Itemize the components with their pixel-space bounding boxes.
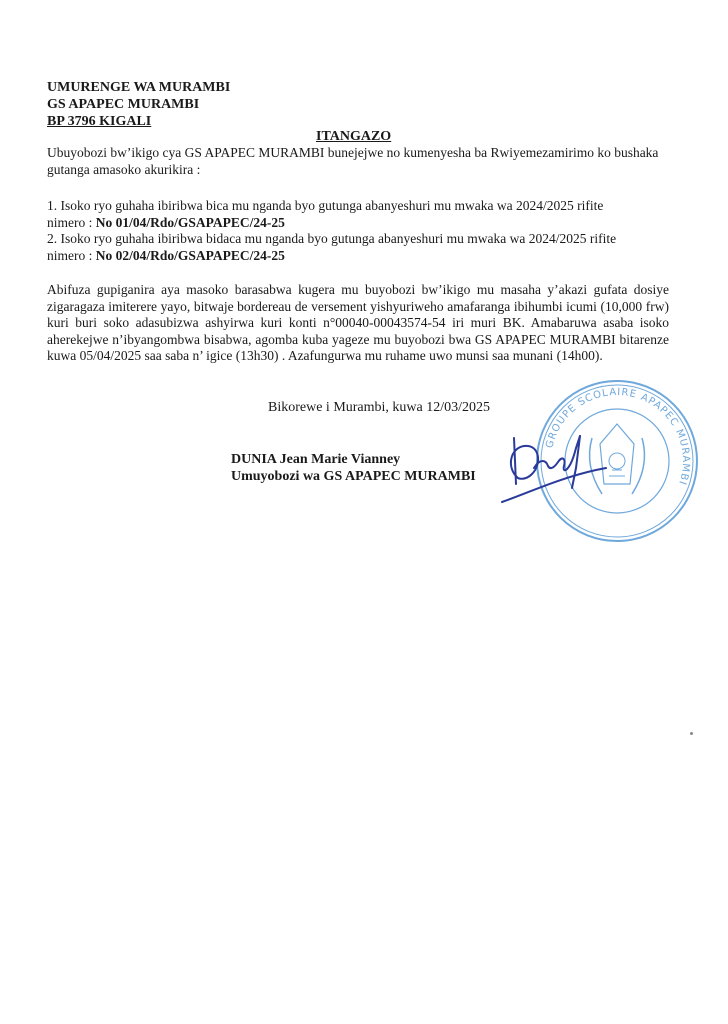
- letterhead-line-sector: UMURENGE WA MURAMBI: [47, 80, 231, 95]
- tender-item-ref-line: [47, 215, 669, 232]
- tender-item: [47, 198, 669, 231]
- signer-name: DUNIA Jean Marie Vianney: [231, 452, 401, 467]
- letterhead-line-school: GS APAPEC MURAMBI: [47, 97, 200, 112]
- intro-paragraph: Ubuyobozi bw’ikigo cya GS APAPEC MURAMBI bunejejwe no kumenyesha ba Rwiyemezamirimo ko bushaka gutanga amasoko akurikira :: [47, 145, 659, 177]
- signature-block: [231, 451, 476, 485]
- handwritten-signature: [500, 418, 610, 508]
- tender-item-label: nimero :: [47, 214, 96, 230]
- document-title: ITANGAZO: [316, 129, 392, 144]
- tender-item-text: 1. Isoko ryo guhaha ibiribwa bica mu nganda byo gutunga abanyeshuri mu mwaka wa 2024/2025 rifite: [47, 198, 604, 213]
- place-and-date: Bikorewe i Murambi, kuwa 12/03/2025: [268, 400, 491, 415]
- tender-list: [47, 198, 669, 264]
- body-paragraph: Abifuza gupiganira aya masoko barasabwa kugera mu buyobozi bw’ikigo mu masaha y’akazi gufata dosiye zigaragaza imiterere yayo, bitwaje bordereau de versement yishyuriweho amafaranga ibihumbi icumi (10,000 frw) kuri buri soko adasubizwa ashyirwa kuri konti n°00040-00043574-54 iri muri BK. Amabaruwa asaba isoko aherekejwe n’ibyangombwa bisabwa, agomba kuba yageze mu buyobozi bwa GS APAPEC MURAMBI bitarenze kuwa 05/04/2025 saa saba n’ igice (13h30) . Azafungurwa mu ruhame uwo munsi saa munani (14h00).: [47, 282, 669, 363]
- tender-item: [47, 231, 669, 264]
- tender-item-reference: No 02/04/Rdo/GSAPAPEC/24-25: [95, 247, 285, 263]
- scan-speck: [690, 732, 693, 735]
- letterhead-line-address: BP 3796 KIGALI: [47, 114, 152, 129]
- signer-role: Umuyobozi wa GS APAPEC MURAMBI: [231, 469, 476, 484]
- tender-item-ref-line: [47, 248, 669, 265]
- tender-item-reference: No 01/04/Rdo/GSAPAPEC/24-25: [95, 214, 285, 230]
- letterhead: [47, 79, 230, 130]
- tender-item-label: nimero :: [47, 247, 96, 263]
- tender-item-text: 2. Isoko ryo guhaha ibiribwa bidaca mu nganda byo gutunga abanyeshuri mu mwaka wa 2024/2025 rifite: [47, 231, 617, 246]
- stamp-text: GROUPE SCOLAIRE APAPEC MURAMBI: [544, 386, 692, 487]
